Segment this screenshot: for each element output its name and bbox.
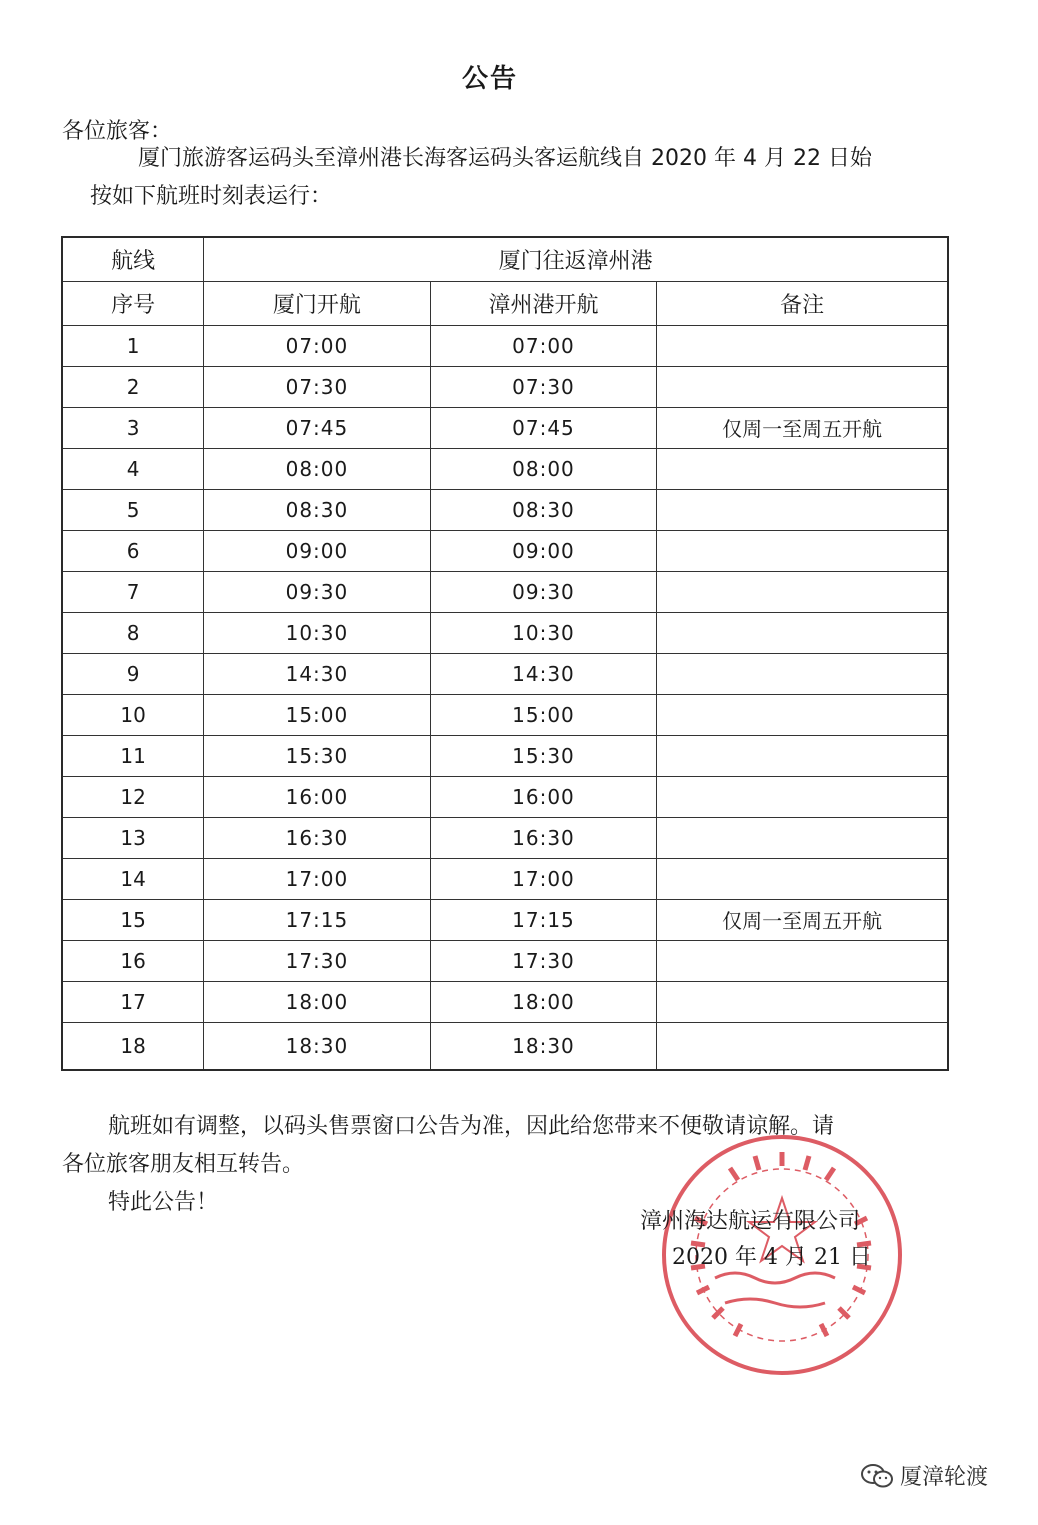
table-row: [62, 530, 948, 571]
cell-xiamen: 10:30: [204, 612, 431, 653]
cell-zhangzhou: 10:30: [430, 612, 657, 653]
cell-remark: [657, 1022, 948, 1070]
cell-seq: 4: [62, 448, 204, 489]
cell-remark: [657, 530, 948, 571]
cell-zhangzhou: 15:30: [430, 735, 657, 776]
cell-xiamen: 16:30: [204, 817, 431, 858]
column-header-row: [62, 281, 948, 325]
table-row: [62, 366, 948, 407]
cell-zhangzhou: 07:00: [430, 325, 657, 366]
greeting: 各位旅客：: [62, 119, 173, 144]
cell-remark: [657, 776, 948, 817]
cell-xiamen: 17:00: [204, 858, 431, 899]
cell-remark: [657, 653, 948, 694]
cell-seq: 1: [62, 325, 204, 366]
cell-remark: 仅周一至周五开航: [657, 407, 948, 448]
cell-xiamen: 15:00: [204, 694, 431, 735]
cell-seq: 18: [62, 1022, 204, 1070]
cell-seq: 8: [62, 612, 204, 653]
table-row: [62, 940, 948, 981]
adjust-line-1: 航班如有调整，以码头售票窗口公告为准，因此给您带来不便敬请谅解。请: [108, 1114, 835, 1139]
intro-paragraph: [62, 140, 942, 216]
cell-remark: [657, 940, 948, 981]
cell-seq: 3: [62, 407, 204, 448]
notice-date: 2020 年 4 月 21 日: [672, 1245, 871, 1270]
route-header-row: [62, 237, 948, 281]
table-row: [62, 981, 948, 1022]
cell-remark: [657, 366, 948, 407]
cell-seq: 2: [62, 366, 204, 407]
cell-xiamen: 17:30: [204, 940, 431, 981]
cell-xiamen: 07:45: [204, 407, 431, 448]
cell-seq: 11: [62, 735, 204, 776]
cell-xiamen: 18:30: [204, 1022, 431, 1070]
cell-zhangzhou: 16:00: [430, 776, 657, 817]
cell-xiamen: 09:30: [204, 571, 431, 612]
cell-xiamen: 15:30: [204, 735, 431, 776]
cell-zhangzhou: 14:30: [430, 653, 657, 694]
cell-xiamen: 07:00: [204, 325, 431, 366]
cell-zhangzhou: 17:00: [430, 858, 657, 899]
table-row: [62, 776, 948, 817]
cell-remark: [657, 489, 948, 530]
cell-zhangzhou: 08:00: [430, 448, 657, 489]
cell-zhangzhou: 17:30: [430, 940, 657, 981]
schedule-table: [61, 236, 949, 1071]
cell-remark: [657, 571, 948, 612]
table-row: [62, 858, 948, 899]
cell-seq: 17: [62, 981, 204, 1022]
cell-remark: [657, 817, 948, 858]
table-row: [62, 325, 948, 366]
cell-seq: 7: [62, 571, 204, 612]
header-seq: 序号: [62, 281, 204, 325]
route-label: 航线: [62, 237, 204, 281]
schedule-body: [62, 325, 948, 1070]
cell-remark: [657, 858, 948, 899]
cell-remark: [657, 981, 948, 1022]
cell-remark: [657, 448, 948, 489]
cell-zhangzhou: 09:30: [430, 571, 657, 612]
cell-zhangzhou: 18:30: [430, 1022, 657, 1070]
cell-seq: 16: [62, 940, 204, 981]
table-row: [62, 899, 948, 940]
header-remark: 备注: [657, 281, 948, 325]
cell-remark: [657, 612, 948, 653]
header-xiamen: 厦门开航: [204, 281, 431, 325]
cell-seq: 5: [62, 489, 204, 530]
cell-seq: 14: [62, 858, 204, 899]
cell-seq: 9: [62, 653, 204, 694]
cell-xiamen: 16:00: [204, 776, 431, 817]
cell-xiamen: 08:00: [204, 448, 431, 489]
cell-seq: 15: [62, 899, 204, 940]
cell-remark: 仅周一至周五开航: [657, 899, 948, 940]
table-row: [62, 448, 948, 489]
cell-remark: [657, 325, 948, 366]
cell-zhangzhou: 08:30: [430, 489, 657, 530]
watermark-text: 厦漳轮渡: [900, 1465, 989, 1490]
table-row: [62, 612, 948, 653]
table-row: [62, 489, 948, 530]
intro-line-2: 按如下航班时刻表运行：: [90, 184, 333, 209]
cell-seq: 6: [62, 530, 204, 571]
cell-xiamen: 08:30: [204, 489, 431, 530]
table-row: [62, 735, 948, 776]
table-row: [62, 694, 948, 735]
company-name: 漳州海达航运有限公司: [640, 1209, 861, 1234]
closing-text: 特此公告！: [108, 1190, 219, 1215]
cell-remark: [657, 694, 948, 735]
route-name: 厦门往返漳州港: [204, 237, 948, 281]
header-zhangzhou: 漳州港开航: [430, 281, 657, 325]
cell-zhangzhou: 17:15: [430, 899, 657, 940]
cell-remark: [657, 735, 948, 776]
wechat-icon: [860, 1463, 894, 1489]
table-row: [62, 407, 948, 448]
cell-seq: 10: [62, 694, 204, 735]
intro-line-1: 厦门旅游客运码头至漳州港长海客运码头客运航线自 2020 年 4 月 22 日始: [138, 146, 872, 171]
cell-xiamen: 14:30: [204, 653, 431, 694]
adjust-line-2: 各位旅客朋友相互转告。: [62, 1152, 305, 1177]
cell-zhangzhou: 09:00: [430, 530, 657, 571]
table-row: [62, 1022, 948, 1070]
cell-xiamen: 18:00: [204, 981, 431, 1022]
cell-zhangzhou: 07:45: [430, 407, 657, 448]
table-row: [62, 653, 948, 694]
cell-seq: 12: [62, 776, 204, 817]
table-row: [62, 571, 948, 612]
cell-zhangzhou: 18:00: [430, 981, 657, 1022]
notice-title: 公告: [461, 64, 518, 94]
watermark: [860, 1460, 988, 1491]
cell-xiamen: 07:30: [204, 366, 431, 407]
table-row: [62, 817, 948, 858]
cell-zhangzhou: 07:30: [430, 366, 657, 407]
cell-zhangzhou: 16:30: [430, 817, 657, 858]
cell-xiamen: 09:00: [204, 530, 431, 571]
cell-seq: 13: [62, 817, 204, 858]
cell-xiamen: 17:15: [204, 899, 431, 940]
cell-zhangzhou: 15:00: [430, 694, 657, 735]
